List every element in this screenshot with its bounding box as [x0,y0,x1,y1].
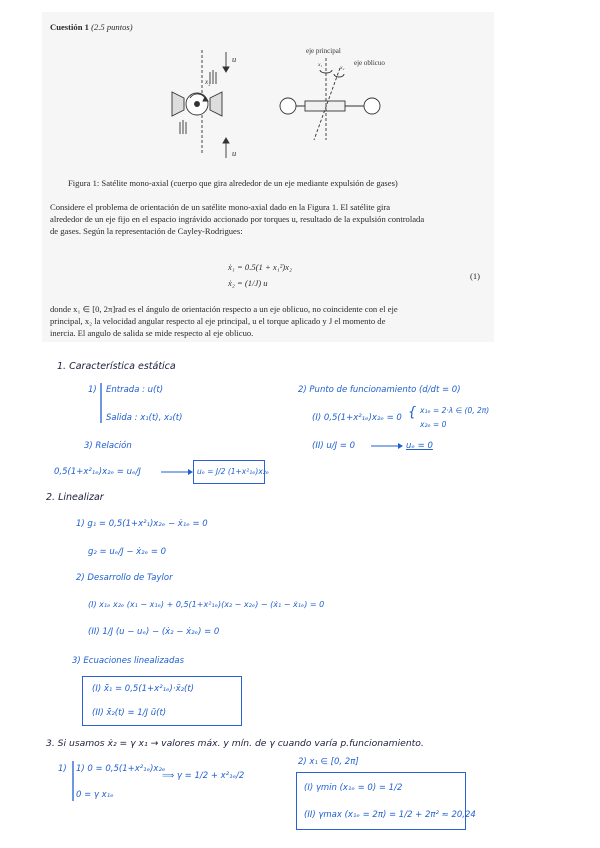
s3-gamma: ⟹ γ = 1/2 + x²₁ₑ/2 [162,771,245,781]
s2-taylor-I: (I) x₁ₑ x₂ₑ (x₁ − x₁ₑ) + 0,5(1+x²₁ₑ)(x₂ − x₂ₑ) − (ẋ₁ − ẋ₁ₑ) = 0 [88,600,325,609]
s1-brace-line-a: x₁ₑ = 2·λ ∈ (0, 2π) [420,406,490,415]
s1-bracket [98,382,104,424]
eje-oblicuo-label: eje oblicuo [354,59,385,67]
u-label-top: u [232,54,237,64]
s1-item3: 3) Relación [84,441,132,451]
s1-eq-II: (II) u/J = 0 [312,441,356,451]
section-1-title: 1. Característica estática [57,361,176,372]
satellite-figure [150,40,410,165]
paragraph-line-3: de gases. Según la representación de Cayley-Rodrigues: [50,226,243,236]
where-line-1: donde x₁ ∈ [0, 2π]rad es el ángulo de orientación respecto a un eje oblicuo, no coincidente con el eje [50,304,398,314]
right-satellite-drawing [280,58,380,140]
u-label-bottom: u [232,148,237,158]
s1-ue-result: uₑ = 0 [406,441,433,451]
x2-label: x₂ [205,78,211,86]
paragraph-line-2: alrededor de un eje fijo en el espacio ingrávido accionado por torques u, resultado de la expulsión controlada [50,214,425,224]
section-2-title: 2. Linealizar [46,492,104,503]
s1-eq-I: (I) 0,5(1+x²₁ₑ)x₂ₑ = 0 [312,413,402,423]
s1-relation: 0,5(1+x²₁ₑ)x₂ₑ = uₑ/J [54,467,141,477]
where-line-3: inercia. El angulo de salida se mide respecto al eje oblicuo. [50,328,254,338]
question-heading: Cuestión 1 [50,22,89,32]
s2-taylor-II: (II) 1/J (u − uₑ) − (ẋ₂ − ẋ₂ₑ) = 0 [88,627,220,637]
x2-small-label: x₂ [340,65,345,71]
s2-item1: 1) g₁ = 0,5(1+x²₁)x₂ₑ − ẋ₁ₑ = 0 [76,519,208,529]
s2-item2: 2) Desarrollo de Taylor [76,573,173,583]
s1-item1-number: 1) [88,385,97,395]
eje-principal-label: eje principal [306,47,341,55]
s1-result: uₑ = J/2 (1+x²₁ₑ)x₂ₑ [197,467,269,476]
s1-brace-line-b: x₂ₑ = 0 [420,420,447,429]
where-line-2: principal, x₂ la velocidad angular respecto al eje principal, u el torque aplicado y J el momento de [50,316,386,326]
s1-item2-title: 2) Punto de funcionamiento (d/dt = 0) [298,385,461,395]
s1-brace: { [408,405,417,420]
s1-relation-arrow-icon [160,468,194,476]
equation-2: ẋ₂ = (1/J) u [228,278,268,288]
s1-entrada: Entrada : u(t) [106,385,164,395]
s1-salida: Salida : x₁(t), x₂(t) [106,413,183,423]
question-points: (2.5 puntos) [91,22,133,32]
figure-caption: Figura 1: Satélite mono-axial (cuerpo que gira alrededor de un eje mediante expulsión de gases) [68,178,398,188]
s3-results-box [296,772,466,830]
s3-item1-number: 1) [58,764,67,774]
left-satellite-drawing [172,50,229,158]
s2-g2: g₂ = uₑ/J − ẋ₂ₑ = 0 [88,547,167,557]
s3-item1-a: 1) 0 = 0,5(1+x²₁ₑ)x₂ₑ [76,764,166,774]
x1-small-label: x₁ [318,62,323,68]
s3-item1-b: 0 = γ x₁ₑ [76,790,114,800]
s3-gamma-min: (I) γmin (x₁ₑ = 0) = 1/2 [304,783,403,793]
s2-lin-II: (II) x̃̇₂(t) = 1/J ũ(t) [92,708,167,718]
s2-item3: 3) Ecuaciones linealizadas [72,656,185,666]
question-header [50,21,133,33]
equation-number: (1) [470,271,481,281]
s2-lin-I: (I) x̃̇₁ = 0,5(1+x²₁ₑ)·x̃₂(t) [92,684,194,694]
section-3-title: 3. Si usamos ẋ₂ = γ x₁ → valores máx. y mín. de γ cuando varía p.funcionamiento. [46,738,424,749]
paragraph-line-1: Considere el problema de orientación de un satélite mono-axial dado en la Figura 1. El satélite gira [50,202,391,212]
s3-item2: 2) x₁ ∈ [0, 2π] [298,757,359,767]
s1-arrow-icon [370,442,404,450]
s3-gamma-max: (II) γmax (x₁ₑ = 2π) = 1/2 + 2π² ≈ 20,24 [304,810,476,820]
equation-1: ẋ₁ = 0.5(1 + x₁²)x₂ [228,262,292,272]
